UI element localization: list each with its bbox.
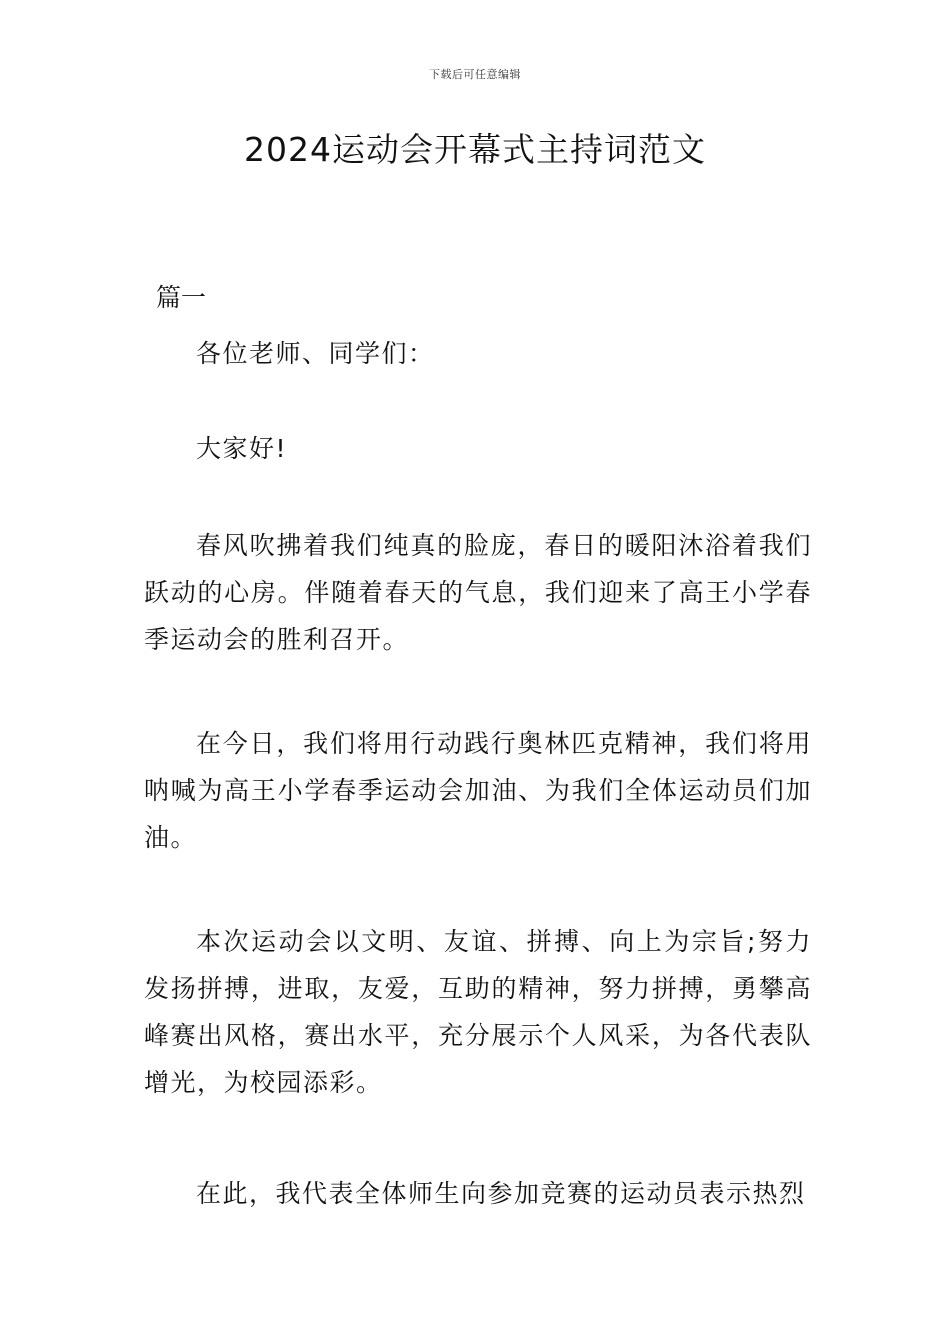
document-title: 2024运动会开幕式主持词范文	[244, 130, 706, 169]
paragraph-spring: 春风吹拂着我们纯真的脸庞，春日的暖阳沐浴着我们跃动的心房。伴随着春天的气息，我们迎来了高王小学春季运动会的胜利召开。	[144, 531, 812, 654]
paragraph-closing: 在此，我代表全体师生向参加竞赛的运动员表示热烈	[196, 1179, 806, 1208]
paragraph-purpose: 本次运动会以文明、友谊、拼搏、向上为宗旨;努力发扬拼搏，进取，友爱，互助的精神，努力拼搏，勇攀高峰赛出风格，赛出水平，充分展示个人风采，为各代表队增光，为校园添彩。	[144, 927, 812, 1097]
paragraph-olympic-spirit: 在今日，我们将用行动践行奥林匹克精神，我们将用呐喊为高王小学春季运动会加油、为我们全体运动员们加油。	[144, 729, 812, 852]
paragraph-hello: 大家好!	[196, 434, 288, 463]
header-note: 下载后可任意编辑	[429, 68, 521, 81]
paragraph-greeting: 各位老师、同学们：	[196, 339, 435, 368]
section-label: 篇一	[156, 283, 207, 312]
